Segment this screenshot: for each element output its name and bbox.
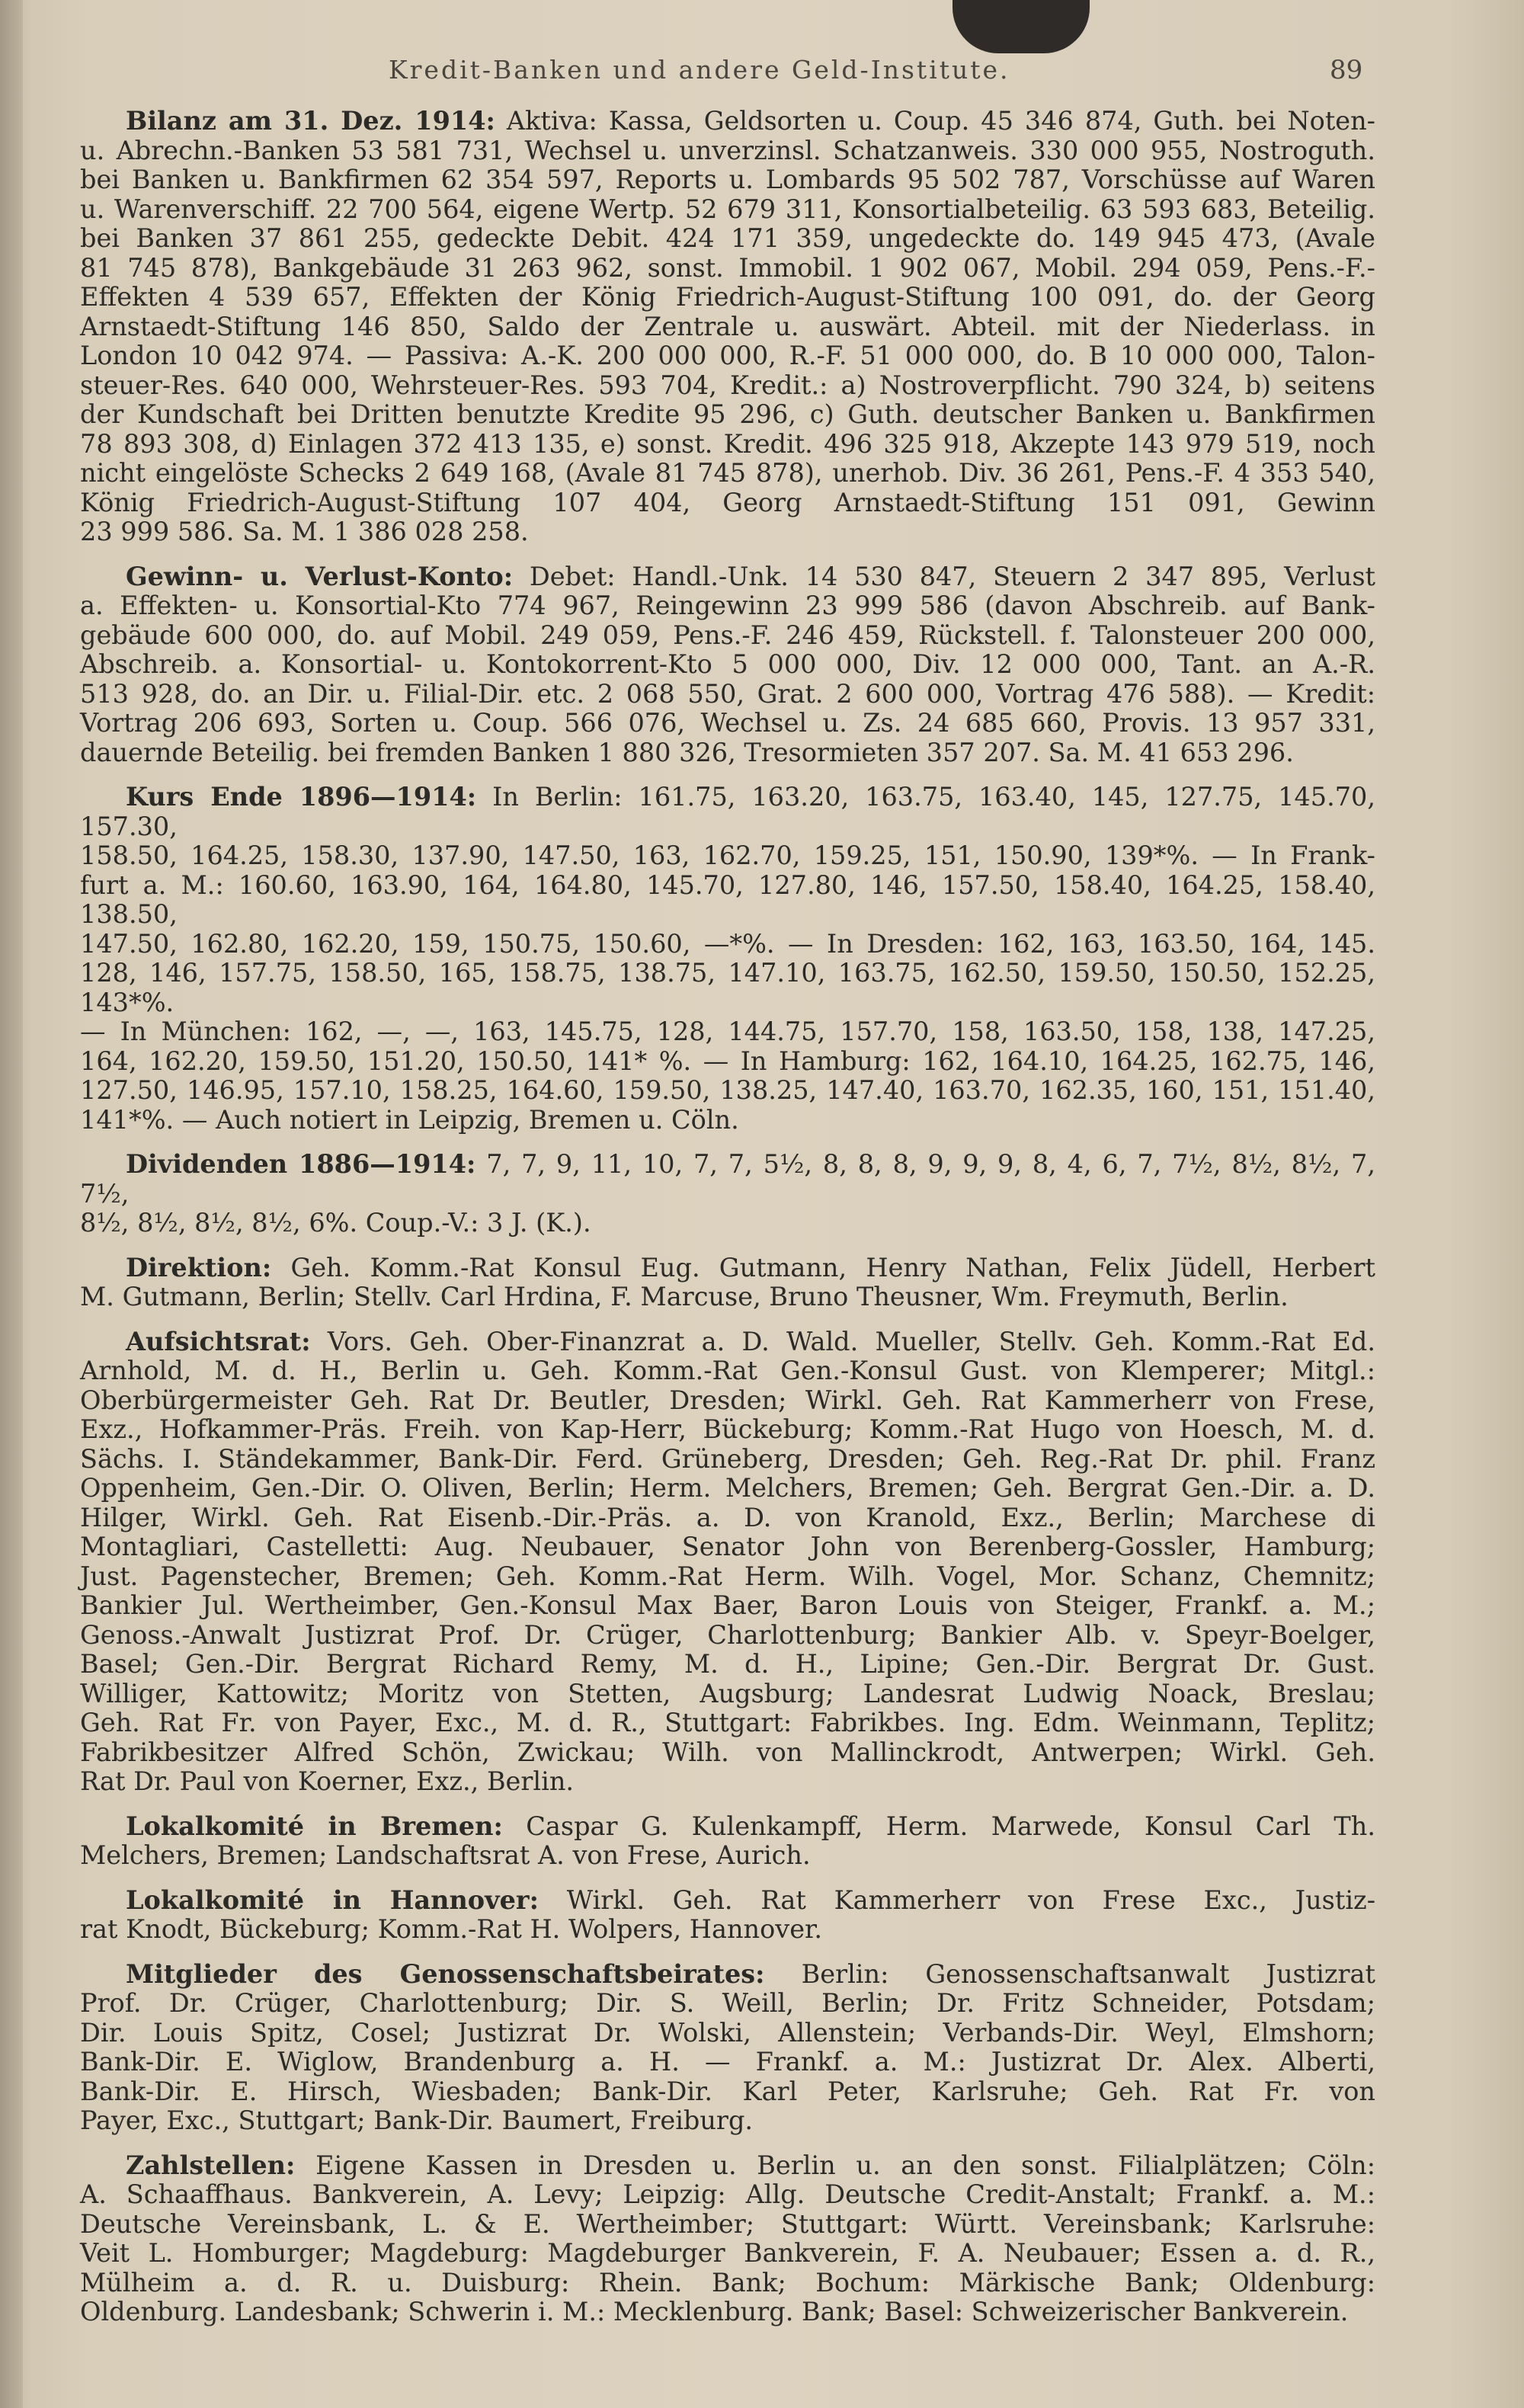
line-text: Bank-Dir. E. Wiglow, Brandenburg a. H. — Frankf. a. M.: Justizrat Dr. Alex. Alberti, (80, 2047, 1375, 2077)
text-line (80, 709, 1375, 738)
text-line (80, 430, 1375, 460)
text-line (80, 488, 1375, 518)
text-line (80, 1209, 1375, 1238)
line-text: Vortrag 206 693, Sorten u. Coup. 566 076, Wechsel u. Zs. 24 685 660, Provis. 13 957 331, (80, 708, 1375, 738)
line-text: Oldenburg. Landesbank; Schwerin i. M.: Mecklenburg. Bank; Basel: Schweizerischer Bankverein. (80, 2297, 1349, 2326)
text-line (80, 1282, 1375, 1312)
line-text: 128, 146, 157.75, 158.50, 165, 158.75, 138.75, 147.10, 163.75, 162.50, 159.50, 150.50, 152.25, 143*%. (80, 958, 1375, 1017)
line-text: Deutsche Vereinsbank, L. & E. Wertheimber; Stuttgart: Württ. Vereinsbank; Karlsruhe: (80, 2208, 1375, 2239)
line-text: Debet: Handl.-Unk. 14 530 847, Steuern 2 347 895, Verlust (529, 561, 1375, 591)
line-text: A. Schaaffhaus. Bankverein, A. Levy; Leipzig: Allg. Deutsche Credit-Anstalt; Frankf. a. M.: (80, 2179, 1375, 2209)
line-text: Eigene Kassen in Dresden u. Berlin u. an den sonst. Filialplätzen; Cöln: (315, 2150, 1375, 2180)
text-line (80, 1812, 1375, 1842)
text-line (80, 2077, 1375, 2107)
text-line (80, 1621, 1375, 1651)
text-line (80, 459, 1375, 488)
line-text: Veit L. Homburger; Magdeburg: Magdeburger Bankverein, F. A. Neubauer; Essen a. d. R., (80, 2238, 1375, 2268)
text-line (80, 195, 1375, 225)
line-text: 81 745 878), Bankgebäude 31 263 962, sonst. Immobil. 1 902 067, Mobil. 294 059, Pens.-F.- (80, 252, 1375, 283)
section-dividenden (80, 1150, 1375, 1238)
section-heading: Aufsichtsrat: (126, 1326, 311, 1356)
section-direktion (80, 1254, 1375, 1312)
line-text: 158.50, 164.25, 158.30, 137.90, 147.50, 163, 162.70, 159.25, 151, 150.90, 139*%. — In Frank- (80, 841, 1375, 870)
text-line (80, 1150, 1375, 1209)
line-text: Geh. Komm.-Rat Konsul Eug. Gutmann, Henry Nathan, Felix Jüdell, Herbert (290, 1252, 1375, 1282)
text-line (80, 841, 1375, 871)
line-text: Effekten 4 539 657, Effekten der König Friedrich-August-Stiftung 100 091, do. der Georg (80, 282, 1375, 312)
line-text: Caspar G. Kulenkampff, Herm. Marwede, Konsul Carl Th. (526, 1811, 1375, 1841)
section-heading: Gewinn- u. Verlust-Konto: (126, 561, 514, 591)
text-line (80, 283, 1375, 312)
text-line (80, 738, 1375, 768)
line-text: Oberbürgermeister Geh. Rat Dr. Beutler, Dresden; Wirkl. Geh. Rat Kammerherr von Frese, (80, 1385, 1375, 1415)
running-title: Kredit-Banken und andere Geld-Institute. (389, 55, 1010, 85)
line-text: M. Gutmann, Berlin; Stellv. Carl Hrdina, F. Marcuse, Bruno Theusner, Wm. Freymuth, Berlin. (80, 1282, 1289, 1311)
text-line (80, 1738, 1375, 1768)
text-line (80, 2210, 1375, 2240)
line-text: Hilger, Wirkl. Geh. Rat Eisenb.-Dir.-Präs. a. D. von Kranold, Exz., Berlin; Marchese di (80, 1502, 1375, 1532)
page-binding-shadow (0, 0, 23, 2408)
line-text: Mülheim a. d. R. u. Duisburg: Rhein. Bank; Bochum: Märkische Bank; Oldenburg: (80, 2267, 1375, 2298)
text-line (80, 621, 1375, 651)
line-text: 78 893 308, d) Einlagen 372 413 135, e) sonst. Kredit. 496 325 918, Akzepte 143 979 519, noch (80, 428, 1375, 459)
line-text: Payer, Exc., Stuttgart; Bank-Dir. Baumert, Freiburg. (80, 2105, 754, 2135)
line-text: 141*%. — Auch notiert in Leipzig, Bremen u. Cöln. (80, 1104, 739, 1135)
text-line (80, 1327, 1375, 1357)
line-text: Genoss.-Anwalt Justizrat Prof. Dr. Crüger, Charlottenburg; Bankier Alb. v. Speyr-Boelger, (80, 1619, 1375, 1650)
line-text: In Berlin: 161.75, 163.20, 163.75, 163.40, 145, 127.75, 145.70, 157.30, (80, 782, 1375, 841)
line-text: Rat Dr. Paul von Koerner, Exz., Berlin. (80, 1766, 575, 1796)
text-line (80, 254, 1375, 283)
page-body (80, 107, 1375, 2327)
line-text: Arnstaedt-Stiftung 146 850, Saldo der Zentrale u. auswärt. Abteil. mit der Niederlass. in (80, 311, 1375, 341)
text-line (80, 2048, 1375, 2077)
text-line (80, 1650, 1375, 1680)
line-text: Arnhold, M. d. H., Berlin u. Geh. Komm.-Rat Gen.-Konsul Gust. von Klemperer; Mitgl.: (80, 1356, 1375, 1385)
text-line (80, 1386, 1375, 1416)
text-line (80, 107, 1375, 136)
text-line (80, 1767, 1375, 1797)
text-line (80, 680, 1375, 709)
line-text: Basel; Gen.-Dir. Bergrat Richard Remy, M. d. H., Lipine; Gen.-Dir. Bergrat Dr. Gust. (80, 1649, 1375, 1679)
line-text: König Friedrich-August-Stiftung 107 404, Georg Arnstaedt-Stiftung 151 091, Gewinn (80, 487, 1375, 517)
line-text: Vors. Geh. Ober-Finanzrat a. D. Wald. Mueller, Stellv. Geh. Komm.-Rat Ed. (327, 1326, 1375, 1356)
line-text: Bank-Dir. E. Hirsch, Wiesbaden; Bank-Dir. Karl Peter, Karlsruhe; Geh. Rat Fr. von (80, 2076, 1375, 2106)
section-heading: Bilanz am 31. Dez. 1914: (126, 106, 495, 136)
line-text: bei Banken u. Bankfirmen 62 354 597, Reports u. Lombards 95 502 787, Vorschüsse auf Waren (80, 165, 1375, 194)
text-line (80, 224, 1375, 254)
text-line (80, 1960, 1375, 1990)
text-line (80, 2019, 1375, 2048)
page-number: 89 (1330, 55, 1363, 85)
section-kurs (80, 783, 1375, 1135)
line-text: Montagliari, Castelletti: Aug. Neubauer, Senator John von Berenberg-Gossler, Hamburg; (80, 1532, 1375, 1561)
text-line (80, 1708, 1375, 1738)
line-text: bei Banken 37 861 255, gedeckte Debit. 424 171 359, ungedeckte do. 149 945 473, (Avale (80, 223, 1375, 253)
line-text: u. Warenverschiff. 22 700 564, eigene Wertp. 52 679 311, Konsortialbeteilig. 63 593 683, Beteilig. (80, 194, 1375, 224)
line-text: u. Abrechn.-Banken 53 581 731, Wechsel u. unverzinsl. Schatzanweis. 330 000 955, Nostroguth. (80, 135, 1375, 165)
line-text: Melchers, Bremen; Landschaftsrat A. von Frese, Aurich. (80, 1840, 811, 1870)
line-text: Geh. Rat Fr. von Payer, Exc., M. d. R., Stuttgart: Fabrikbes. Ing. Edm. Weinmann, Teplitz; (80, 1708, 1375, 1737)
text-line (80, 2151, 1375, 2181)
text-line (80, 1076, 1375, 1106)
section-heading: Dividenden 1886—1914: (126, 1149, 476, 1179)
text-line (80, 1017, 1375, 1047)
text-line (80, 1989, 1375, 2019)
text-line (80, 1503, 1375, 1533)
line-text: Bankier Jul. Wertheimber, Gen.-Konsul Max Baer, Baron Louis von Steiger, Frankf. a. M.; (80, 1590, 1375, 1620)
line-text: Exz., Hofkammer-Präs. Freih. von Kap-Herr, Bückeburg; Komm.-Rat Hugo von Hoesch, M. d. (80, 1414, 1375, 1444)
text-line (80, 1591, 1375, 1621)
line-text: Fabrikbesitzer Alfred Schön, Zwickau; Wilh. von Mallinckrodt, Antwerpen; Wirkl. Geh. (80, 1737, 1375, 1767)
line-text: 164, 162.20, 159.50, 151.20, 150.50, 141* %. — In Hamburg: 162, 164.10, 164.25, 162.75, 146, (80, 1045, 1375, 1076)
line-text: Wirkl. Geh. Rat Kammerherr von Frese Exc., Justiz- (566, 1884, 1376, 1915)
line-text: Berlin: Genossenschaftsanwalt Justizrat (801, 1958, 1375, 1989)
text-line (80, 1841, 1375, 1871)
text-line (80, 562, 1375, 592)
text-line (80, 591, 1375, 621)
line-text: 147.50, 162.80, 162.20, 159, 150.75, 150.60, —*%. — In Dresden: 162, 163, 163.50, 164, 145. (80, 928, 1375, 959)
line-text: 7, 7, 9, 11, 10, 7, 7, 5½, 8, 8, 8, 9, 9, 9, 8, 4, 6, 7, 7½, 8½, 8½, 7, 7½, (80, 1149, 1375, 1209)
text-line (80, 136, 1375, 166)
line-text: Prof. Dr. Crüger, Charlottenburg; Dir. S. Weill, Berlin; Dr. Fritz Schneider, Potsdam; (80, 1988, 1375, 2018)
line-text: nicht eingelöste Schecks 2 649 168, (Avale 81 745 878), unerhob. Div. 36 261, Pens.-F. 4 353 540, (80, 458, 1375, 488)
text-line (80, 1680, 1375, 1709)
text-line (80, 1254, 1375, 1283)
text-line (80, 341, 1375, 371)
line-text: Oppenheim, Gen.-Dir. O. Oliven, Berlin; Herm. Melchers, Bremen; Geh. Bergrat Gen.-Dir. a. D. (80, 1473, 1375, 1503)
section-heading: Lokalkomité in Hannover: (126, 1884, 539, 1915)
line-text: dauernde Beteilig. bei fremden Banken 1 880 326, Tresormieten 357 207. Sa. M. 41 653 296. (80, 737, 1294, 767)
line-text: Dir. Louis Spitz, Cosel; Justizrat Dr. Wolski, Allenstein; Verbands-Dir. Weyl, Elmshorn; (80, 2017, 1375, 2048)
line-text: Sächs. I. Ständekammer, Bank-Dir. Ferd. Grüneberg, Dresden; Geh. Reg.-Rat Dr. phil. Franz (80, 1443, 1375, 1474)
section-heading: Lokalkomité in Bremen: (126, 1811, 503, 1841)
ink-stain (952, 0, 1090, 53)
text-line (80, 1445, 1375, 1475)
page-header (0, 55, 1524, 93)
section-heading: Kurs Ende 1896—1914: (126, 782, 477, 812)
text-line (80, 2180, 1375, 2210)
section-heading: Direktion: (126, 1252, 272, 1282)
text-line (80, 1047, 1375, 1077)
line-text: der Kundschaft bei Dritten benutzte Kredite 95 296, c) Guth. deutscher Banken u. Bankfirmen (80, 399, 1375, 429)
line-text: — In München: 162, —, —, 163, 145.75, 128, 144.75, 157.70, 158, 163.50, 158, 138, 147.25, (80, 1017, 1375, 1046)
line-text: 127.50, 146.95, 157.10, 158.25, 164.60, 159.50, 138.25, 147.40, 163.70, 162.35, 160, 151, 151.40, (80, 1075, 1375, 1105)
line-text: Just. Pagenstecher, Bremen; Geh. Komm.-Rat Herm. Wilh. Vogel, Mor. Schanz, Chemnitz; (80, 1561, 1375, 1591)
section-heading: Zahlstellen: (126, 2150, 296, 2180)
line-text: 513 928, do. an Dir. u. Filial-Dir. etc. 2 068 550, Grat. 2 600 000, Vortrag 476 588). — Kredit: (80, 678, 1375, 709)
line-text: Williger, Kattowitz; Moritz von Stetten, Augsburg; Landesrat Ludwig Noack, Breslau; (80, 1678, 1375, 1708)
text-line (80, 871, 1375, 930)
line-text: 8½, 8½, 8½, 8½, 6%. Coup.-V.: 3 J. (K.). (80, 1208, 591, 1238)
text-line (80, 930, 1375, 959)
line-text: rat Knodt, Bückeburg; Komm.-Rat H. Wolpers, Hannover. (80, 1914, 823, 1944)
section-lokalkomite-bremen (80, 1812, 1375, 1871)
text-line (80, 2298, 1375, 2327)
text-line (80, 312, 1375, 342)
section-bilanz (80, 107, 1375, 547)
text-line (80, 1886, 1375, 1916)
text-line (80, 783, 1375, 841)
section-zahlstellen (80, 2151, 1375, 2327)
text-line (80, 2269, 1375, 2298)
text-line (80, 959, 1375, 1017)
line-text: steuer-Res. 640 000, Wehrsteuer-Res. 593 704, Kredit.: a) Nostroverpflicht. 790 324, b) seitens (80, 370, 1375, 400)
text-line (80, 165, 1375, 195)
text-line (80, 1532, 1375, 1562)
line-text: a. Effekten- u. Konsortial-Kto 774 967, Reingewinn 23 999 586 (davon Abschreib. auf Bank- (80, 591, 1375, 620)
line-text: 23 999 586. Sa. M. 1 386 028 258. (80, 517, 529, 546)
text-line (80, 1562, 1375, 1592)
text-line (80, 371, 1375, 401)
line-text: furt a. M.: 160.60, 163.90, 164, 164.80, 145.70, 127.80, 146, 157.50, 158.40, 164.25, 158.40, 138.50, (80, 869, 1375, 929)
text-line (80, 1915, 1375, 1945)
section-heading: Mitglieder des Genossenschaftsbeirates: (126, 1958, 765, 1989)
section-lokalkomite-hannover (80, 1886, 1375, 1945)
text-line (80, 1474, 1375, 1503)
text-line (80, 1356, 1375, 1386)
text-line (80, 2106, 1375, 2136)
text-line (80, 1415, 1375, 1445)
section-genossenschaftsbeirat (80, 1960, 1375, 2136)
text-line (80, 517, 1375, 547)
text-line (80, 2239, 1375, 2269)
text-line (80, 650, 1375, 680)
text-line (80, 400, 1375, 430)
line-text: London 10 042 974. — Passiva: A.-K. 200 000 000, R.-F. 51 000 000, do. B 10 000 000, Talon- (80, 341, 1375, 370)
line-text: Abschreib. a. Konsortial- u. Kontokorrent-Kto 5 000 000, Div. 12 000 000, Tant. an A.-R. (80, 649, 1375, 679)
line-text: Aktiva: Kassa, Geldsorten u. Coup. 45 346 874, Guth. bei Noten- (506, 106, 1375, 136)
text-line (80, 1106, 1375, 1135)
section-aufsichtsrat (80, 1327, 1375, 1797)
section-gewinn (80, 562, 1375, 768)
line-text: gebäude 600 000, do. auf Mobil. 249 059, Pens.-F. 246 459, Rückstell. f. Talonsteuer 200 000, (80, 620, 1375, 650)
